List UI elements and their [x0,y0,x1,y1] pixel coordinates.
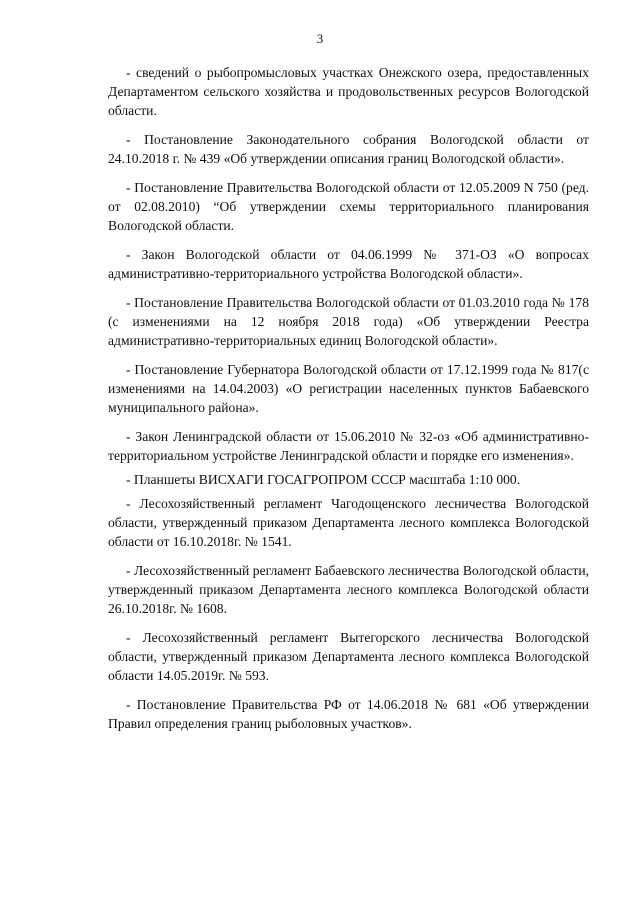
source-item-forestry-regulation-babaevo: - Лесохозяйственный регламент Бабаевского лесничества Вологодской области, утвержденный приказом Департамента лесного комплекса Вологодской области 26.10.2018г. № 1608. [108,563,589,616]
source-item-law-vologda-1999: - Закон Вологодской области от 04.06.1999 № 371-ОЗ «О вопросах административно-территориального устройства Вологодской области». [108,247,589,281]
source-item-governor-resolution-1999: - Постановление Губернатора Вологодской области от 17.12.1999 года № 817(с изменениями на 14.04.2003) «О регистрации населенных пунктов Бабаевского муниципального района». [108,362,589,415]
source-item-legislative-resolution: - Постановление Законодательного собрания Вологодской области от 24.10.2018 г. № 439 «Об утверждении описания границ Вологодской области». [108,132,589,166]
source-item-government-resolution-2010: - Постановление Правительства Вологодской области от 01.03.2010 года № 178 (с изменениями на 12 ноября 2018 года) «Об утверждении Реестра административно-территориальных единиц Вологодской области». [108,295,589,348]
source-item-government-resolution-2009: - Постановление Правительства Вологодской области от 12.05.2009 N 750 (ред. от 02.08.2010) “Об утверждении схемы территориального планирования Вологодской области. [108,180,589,233]
source-item-forestry-regulation-chagoda: - Лесохозяйственный регламент Чагодощенского лесничества Вологодской области, утвержденный приказом Департамента лесного комплекса Вологодской области от 16.10.2018г. № 1541. [108,496,589,549]
page-number: 3 [316,31,324,46]
document-body [108,63,589,743]
source-item-fishing-areas: - сведений о рыбопромысловых участках Онежского озера, предоставленных Департаментом сельского хозяйства и продовольственных ресурсов Вологодской области. [108,65,589,118]
source-item-map-sheets: - Планшеты ВИСХАГИ ГОСАГРОПРОМ СССР масштаба 1:10 000. [126,472,521,487]
source-item-federal-government-resolution-2018: - Постановление Правительства РФ от 14.06.2018 № 681 «Об утверждении Правил определения границ рыболовных участков». [108,697,589,731]
source-item-forestry-regulation-vytegra: - Лесохозяйственный регламент Вытегорского лесничества Вологодской области, утвержденный приказом Департамента лесного комплекса Вологодской области 14.05.2019г. № 593. [108,630,589,683]
source-item-law-leningrad-2010: - Закон Ленинградской области от 15.06.2010 № 32-оз «Об административно-территориальном устройстве Ленинградской области и порядке его изменения». [108,429,589,463]
